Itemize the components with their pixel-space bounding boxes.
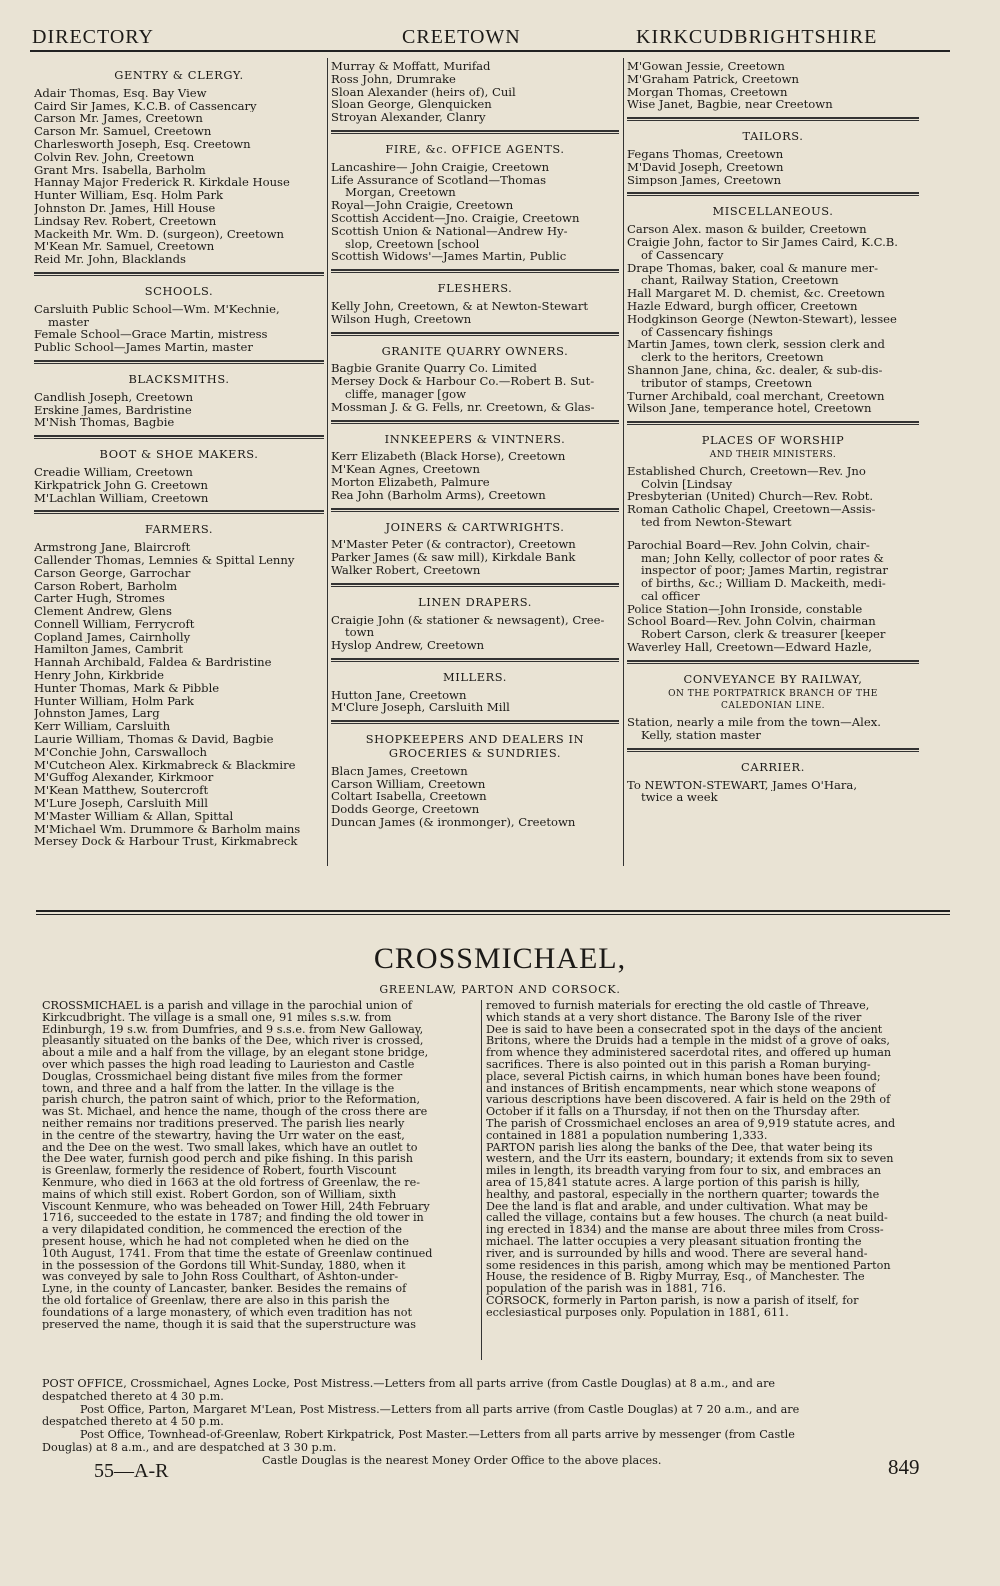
directory-entry: Fegans Thomas, Creetown	[627, 147, 784, 161]
post-office-line: Post Office, Townhead-of-Greenlaw, Robert Kirkpatrick, Post Master.—Letters from all parts arrive by messenger (from Castle	[80, 1429, 795, 1442]
directory-entry: Female School—Grace Martin, mistress	[34, 328, 268, 342]
running-head-center: CREETOWN	[402, 26, 521, 48]
description-line: Edinburgh, 19 s.w. from Dumfries, and 9 s.s.e. from New Galloway,	[42, 1023, 424, 1036]
directory-entry: M'Kean Mr. Samuel, Creetown	[34, 240, 215, 254]
column-gentry-farmers	[34, 60, 324, 848]
section-subheading: CALEDONIAN LINE.	[720, 701, 826, 712]
place-title: CROSSMICHAEL,	[373, 942, 627, 975]
directory-entry: M'Kean Matthew, Soutercroft	[34, 784, 209, 798]
entry-continuation: cliffe, manager [gow	[345, 387, 467, 401]
entry-continuation: man; John Kelly, collector of poor rates &	[641, 551, 884, 565]
post-office-line: POST OFFICE, Crossmichael, Agnes Locke, Post Mistress.—Letters from all parts arrive (from Castle Douglas) at 8 a.m., and are	[42, 1378, 776, 1390]
directory-entry: Hyslop Andrew, Creetown	[331, 639, 485, 652]
description-line: various descriptions have been discovered. A fair is held on the 29th of	[486, 1094, 891, 1107]
section-divider	[331, 583, 619, 587]
directory-entry: Carson William, Creetown	[331, 777, 486, 791]
description-line: ing erected in 1834) and the manse are about three miles from Cross-	[486, 1224, 884, 1236]
entry-continuation: twice a week	[641, 791, 718, 805]
directory-entry: M'Nish Thomas, Bagbie	[34, 416, 175, 430]
directory-entry: Bagbie Granite Quarry Co. Limited	[331, 362, 537, 376]
directory-entry: M'Lachlan William, Creetown	[34, 491, 209, 505]
section-divider	[34, 360, 324, 364]
entry-continuation: ted from Newton-Stewart	[641, 515, 792, 529]
directory-entry: School Board—Rev. John Colvin, chairman	[627, 615, 876, 629]
section-heading: SHOPKEEPERS AND DEALERS IN	[365, 732, 585, 747]
section-heading: LINEN DRAPERS.	[418, 594, 532, 609]
post-office-line: despatched thereto at 4 50 p.m.	[42, 1416, 224, 1429]
description-line: Kenmure, who died in 1663 at the old fortress of Greenlaw, the re-	[42, 1176, 421, 1189]
description-line: sacrifices. There is also pointed out in this parish a Roman burying-	[486, 1058, 871, 1071]
description-line: Lyne, in the county of Lancaster, banker. Besides the remains of	[42, 1283, 407, 1295]
directory-entry: Martin James, town clerk, session clerk and	[627, 338, 885, 352]
directory-entry: Adair Thomas, Esq. Bay View	[34, 86, 207, 100]
directory-entry: Callender Thomas, Lemnies & Spittal Lenny	[34, 553, 295, 567]
description-line: over which passes the high road leading to Laurieston and Castle	[42, 1058, 415, 1071]
entry-continuation: Colvin [Lindsay	[641, 477, 733, 491]
post-office-line: Douglas) at 8 a.m., and are despatched at 3 30 p.m.	[42, 1441, 337, 1454]
directory-entry: Roman Catholic Chapel, Creetown—Assis-	[627, 503, 876, 516]
description-line: western, and the Urr its eastern, boundary; it extends from six to seven	[486, 1153, 894, 1166]
description-line: Douglas, Crossmichael being distant five miles from the former	[42, 1070, 403, 1083]
column-divider	[623, 58, 624, 866]
directory-entry: Station, nearly a mile from the town—Alex.	[627, 716, 881, 730]
directory-entry: Copland James, Cairnholly	[34, 630, 191, 644]
directory-entry: Sloan George, Glenquicken	[331, 98, 492, 112]
description-line: which stands at a very short distance. The Barony Isle of the river	[486, 1011, 862, 1024]
directory-entry: M'Conchie John, Carswalloch	[34, 745, 207, 759]
description-line: Viscount Kenmure, who was beheaded on Tower Hill, 24th February	[42, 1200, 430, 1213]
description-line: river, and is surrounded by hills and wood. There are several hand-	[486, 1247, 868, 1260]
directory-entry: Hamilton James, Cambrit	[34, 643, 184, 657]
directory-entry: M'Michael Wm. Drummore & Barholm mains	[34, 822, 301, 836]
directory-entry: Waverley Hall, Creetown—Edward Hazle,	[627, 641, 872, 654]
section-divider	[627, 660, 919, 664]
directory-entry: Carson Mr. Samuel, Creetown	[34, 125, 212, 138]
description-line: in the centre of the stewartry, having the Urr water on the east,	[42, 1129, 405, 1142]
description-line: the Dee water, furnish good perch and pike fishing. In this parish	[42, 1153, 413, 1166]
description-line: preserved the name, though it is said that the superstructure was	[42, 1318, 417, 1331]
section-divider	[34, 435, 324, 439]
description-line: Dee is said to have been a consecrated spot in the days of the ancient	[486, 1023, 883, 1036]
directory-entry: M'Gowan Jessie, Creetown	[627, 60, 785, 73]
directory-entry: Connell William, Ferrycroft	[34, 617, 195, 631]
directory-entry: Hannah Archibald, Faldea & Bardristine	[34, 656, 272, 670]
directory-entry: Laurie William, Thomas & David, Bagbie	[34, 733, 274, 746]
directory-entry: Coltart Isabella, Creetown	[331, 790, 487, 804]
directory-entry: Johnston James, Larg	[34, 707, 160, 721]
entry-continuation: slop, Creetown [school	[345, 237, 480, 251]
entry-continuation: town	[345, 626, 375, 640]
directory-entry: Carter Hugh, Stromes	[34, 592, 165, 606]
section-rule	[36, 910, 950, 915]
directory-entry: Carson Robert, Barholm	[34, 579, 178, 593]
column-agents-shopkeepers	[331, 60, 619, 829]
description-line: in the possession of the Gordons till Whit-Sunday, 1880, when it	[42, 1259, 406, 1272]
directory-entry: Hunter William, Holm Park	[34, 694, 194, 708]
directory-entry: Hannay Major Frederick R. Kirkdale House	[34, 176, 290, 190]
directory-entry: Wilson Hugh, Creetown	[331, 312, 472, 326]
section-subheading: ON THE PORTPATRICK BRANCH OF THE	[668, 688, 878, 699]
description-line: some residences in this parish, among which may be mentioned Parton	[486, 1259, 891, 1272]
section-heading: MILLERS.	[443, 669, 507, 684]
page-number: 849	[888, 1455, 920, 1479]
entry-continuation: Morgan, Creetown	[345, 186, 456, 200]
directory-entry: Simpson James, Creetown	[627, 173, 782, 187]
description-line: town, and three and a half from the latter. In the village is the	[42, 1082, 395, 1095]
description-line: about a mile and a half from the village, by an elegant stone bridge,	[42, 1047, 429, 1059]
directory-entry: Johnston Dr. James, Hill House	[34, 201, 216, 215]
directory-entry: Carson George, Garrochar	[34, 566, 191, 580]
description-line: from whence they administered sacerdotal rites, and offered up human	[486, 1047, 892, 1059]
directory-entry: Duncan James (& ironmonger), Creetown	[331, 816, 576, 829]
section-heading: BLACKSMITHS.	[128, 371, 230, 386]
description-line: a very dilapidated condition, he commenced the erection of the	[42, 1224, 402, 1236]
directory-entry: Hodgkinson George (Newton-Stewart), lessee	[627, 312, 897, 326]
section-heading: TAILORS.	[742, 129, 804, 144]
description-line: mains of which still exist. Robert Gordon, son of William, sixth	[42, 1188, 397, 1201]
directory-entry: M'David Joseph, Creetown	[627, 160, 784, 174]
description-line: healthy, and pastoral, especially in the northern quarter; towards the	[486, 1188, 880, 1201]
directory-entry: Carson Mr. James, Creetown	[34, 112, 203, 126]
header-rule	[30, 50, 950, 52]
column-divider	[327, 58, 328, 866]
directory-entry: Mersey Dock & Harbour Co.—Robert B. Sut-	[331, 375, 595, 388]
directory-entry: Public School—James Martin, master	[34, 341, 253, 354]
description-line: The parish of Crossmichael encloses an area of 9,919 statute acres, and	[486, 1117, 896, 1130]
directory-entry: M'Master Peter (& contractor), Creetown	[331, 538, 576, 552]
description-line: 10th August, 1741. From that time the estate of Greenlaw continued	[42, 1247, 433, 1260]
section-heading: PLACES OF WORSHIP	[701, 433, 845, 448]
description-line: is Greenlaw, formerly the residence of Robert, fourth Viscount	[42, 1165, 397, 1177]
description-right-column	[486, 1000, 928, 1319]
section-heading: SCHOOLS.	[144, 283, 214, 298]
section-divider	[627, 421, 919, 425]
description-line: House, the residence of B. Rigby Murray, Esq., of Manchester. The	[486, 1271, 865, 1284]
section-heading: INNKEEPERS & VINTNERS.	[384, 431, 566, 446]
directory-entry: M'Clure Joseph, Carsluith Mill	[331, 701, 510, 715]
directory-entry: Hazle Edward, burgh officer, Creetown	[627, 299, 858, 313]
directory-entry: Craigie John (& stationer & newsagent), Cree-	[331, 613, 605, 627]
directory-entry: Carson Alex. mason & builder, Creetown	[627, 223, 867, 236]
entry-continuation: of births, &c.; William D. Mackeith, medi-	[641, 577, 886, 590]
section-heading: MISCELLANEOUS.	[712, 204, 834, 219]
directory-entry: Kerr Elizabeth (Black Horse), Creetown	[331, 450, 566, 464]
spacer	[627, 529, 919, 539]
directory-entry: Carsluith Public School—Wm. M'Kechnie,	[34, 302, 280, 316]
description-line: called the village, contains but a few houses. The church (a neat build-	[486, 1212, 888, 1225]
directory-entry: Ross John, Drumrake	[331, 72, 456, 86]
directory-entry: Kelly John, Creetown, & at Newton-Stewart	[331, 299, 589, 313]
directory-entry: Sloan Alexander (heirs of), Cuil	[331, 85, 516, 99]
directory-entry: Lancashire— John Craigie, Creetown	[331, 160, 550, 174]
directory-entry: Parochial Board—Rev. John Colvin, chair-	[627, 538, 870, 552]
entry-continuation: inspector of poor; James Martin, registrar	[641, 564, 888, 578]
section-heading: FARMERS.	[144, 522, 214, 537]
directory-entry: M'Graham Patrick, Creetown	[627, 72, 799, 86]
description-line: population of the parish was in 1881, 716.	[486, 1283, 727, 1295]
section-divider	[331, 269, 619, 273]
directory-entry: Stroyan Alexander, Clanry	[331, 111, 486, 124]
description-line: ecclesiastical purposes only. Population in 1881, 611.	[486, 1306, 789, 1319]
directory-entry: Presbyterian (United) Church—Rev. Robt.	[627, 490, 874, 504]
description-line: foundations of a large monastery, of which even tradition has not	[42, 1306, 412, 1319]
section-heading: JOINERS & CARTWRIGHTS.	[385, 519, 565, 534]
directory-entry: Erskine James, Bardristine	[34, 403, 192, 417]
description-line: Dee the land is flat and arable, and under cultivation. What may be	[486, 1200, 868, 1213]
section-heading: CARRIER.	[741, 759, 805, 774]
directory-entry: Dodds George, Creetown	[331, 803, 480, 817]
description-line: place, several Pictish cairns, in which human bones have been found;	[486, 1070, 881, 1083]
entry-continuation: of Cassencary	[641, 248, 724, 262]
description-line: and the Dee on the west. Two small lakes, which have an outlet to	[42, 1141, 418, 1154]
directory-entry: Mackeith Mr. Wm. D. (surgeon), Creetown	[34, 227, 284, 241]
section-divider	[627, 117, 919, 121]
post-office-notes	[42, 1378, 942, 1468]
description-line: was conveyed by sale to John Ross Coulthart, of Ashton-under-	[42, 1271, 399, 1284]
column-tailors-carrier	[627, 60, 919, 804]
section-divider	[34, 272, 324, 276]
description-line: area of 15,841 statute acres. A large portion of this parish is hilly,	[486, 1176, 860, 1189]
description-line: neither remains nor traditions preserved. The parish lies nearly	[42, 1117, 405, 1130]
directory-entry: Kerr William, Carsluith	[34, 720, 171, 734]
directory-entry: M'Lure Joseph, Carsluith Mill	[34, 797, 208, 810]
description-line: October if it falls on a Thursday, if not then on the Thursday after.	[486, 1106, 860, 1118]
directory-entry: M'Master William & Allan, Spittal	[34, 809, 234, 823]
section-divider	[34, 510, 324, 514]
section-heading: FLESHERS.	[437, 281, 513, 296]
directory-entry: Walker Robert, Creetown	[331, 563, 481, 577]
directory-entry: Armstrong Jane, Blaircroft	[34, 541, 191, 554]
directory-entry: Parker James (& saw mill), Kirkdale Bank	[331, 551, 576, 564]
directory-entry: Hunter Thomas, Mark & Pibble	[34, 681, 220, 695]
directory-entry: Scottish Widows'—James Martin, Public	[331, 250, 567, 264]
post-office-line: despatched thereto at 4 30 p.m.	[42, 1390, 224, 1403]
entry-continuation: cal officer	[641, 589, 700, 603]
entry-continuation: Robert Carson, clerk & treasurer [keeper	[641, 628, 886, 642]
directory-entry: Scottish Accident—Jno. Craigie, Creetown	[331, 211, 580, 225]
entry-continuation: tributor of stamps, Creetown	[641, 376, 813, 390]
directory-entry: Police Station—John Ironside, constable	[627, 602, 863, 616]
section-heading: GROCERIES & SUNDRIES.	[388, 746, 562, 761]
description-line: michael. The latter occupies a very pleasant situation fronting the	[486, 1235, 862, 1248]
directory-entry: Wilson Jane, temperance hotel, Creetown	[627, 402, 872, 416]
description-line: pleasantly situated on the banks of the Dee, which river is crossed,	[42, 1035, 424, 1048]
post-office-line: Post Office, Parton, Margaret M'Lean, Post Mistress.—Letters from all parts arrive (from Castle Douglas) at 7 20 a.m., and are	[80, 1403, 800, 1416]
entry-continuation: Kelly, station master	[641, 729, 761, 742]
entry-continuation: of Cassencary fishings	[641, 325, 773, 339]
description-line: PARTON parish lies along the banks of the Dee, that water being its	[486, 1141, 873, 1154]
section-divider	[331, 720, 619, 724]
section-heading: FIRE, &c. OFFICE AGENTS.	[385, 141, 565, 156]
directory-entry: Clement Andrew, Glens	[34, 605, 172, 618]
description-left-column	[42, 1000, 476, 1330]
directory-entry: Turner Archibald, coal merchant, Creetown	[627, 389, 885, 403]
section-heading: GRANITE QUARRY OWNERS.	[381, 343, 569, 358]
description-line: was St. Michael, and hence the name, though of the cross there are	[42, 1106, 428, 1118]
directory-entry: Charlesworth Joseph, Esq. Creetown	[34, 137, 251, 151]
entry-continuation: master	[48, 315, 89, 329]
directory-entry: Wise Janet, Bagbie, near Creetown	[627, 98, 833, 112]
section-subheading: AND THEIR MINISTERS.	[709, 449, 837, 460]
directory-entry: Hall Margaret M. D. chemist, &c. Creetown	[627, 287, 885, 300]
directory-entry: Candlish Joseph, Creetown	[34, 390, 194, 404]
directory-entry: Blacn James, Creetown	[331, 764, 468, 778]
section-divider	[331, 130, 619, 134]
directory-entry: Creadie William, Creetown	[34, 465, 193, 479]
directory-entry: Reid Mr. John, Blacklands	[34, 253, 186, 266]
directory-entry: M'Guffog Alexander, Kirkmoor	[34, 771, 214, 785]
section-divider	[627, 192, 919, 196]
directory-entry: To NEWTON-STEWART, James O'Hara,	[627, 778, 857, 792]
directory-entry: Shannon Jane, china, &c. dealer, & sub-dis-	[627, 363, 883, 377]
directory-entry: Life Assurance of Scotland—Thomas	[331, 173, 547, 187]
description-line: CROSSMICHAEL is a parish and village in the parochial union of	[42, 1000, 413, 1012]
description-line: Britons, where the Druids had a temple in the midst of a grove of oaks,	[486, 1035, 890, 1048]
description-line: contained in 1881 a population numbering 1,333.	[486, 1129, 768, 1142]
place-subtitle: GREENLAW, PARTON AND CORSOCK.	[379, 983, 621, 996]
description-line: and instances of British encampments, near which stone weapons of	[486, 1082, 876, 1095]
directory-entry: Established Church, Creetown—Rev. Jno	[627, 464, 866, 478]
directory-entry: Grant Mrs. Isabella, Barholm	[34, 163, 206, 177]
entry-continuation: clerk to the heritors, Creetown	[641, 351, 824, 364]
directory-entry: Morton Elizabeth, Palmure	[331, 475, 490, 489]
running-head-left: DIRECTORY	[32, 26, 154, 48]
directory-entry: Mersey Dock & Harbour Trust, Kirkmabreck	[34, 835, 298, 849]
directory-entry: Hutton Jane, Creetown	[331, 688, 467, 702]
directory-entry: Mossman J. & G. Fells, nr. Creetown, & Glas-	[331, 400, 595, 414]
signature-mark: 55—A-R	[94, 1460, 169, 1482]
directory-entry: Murray & Moffatt, Murifad	[331, 60, 491, 73]
directory-entry: Kirkpatrick John G. Creetown	[34, 478, 209, 492]
directory-entry: Hunter William, Esq. Holm Park	[34, 189, 224, 202]
running-head-right: KIRKCUDBRIGHTSHIRE	[636, 26, 878, 48]
directory-entry: Henry John, Kirkbride	[34, 669, 165, 682]
description-line: removed to furnish materials for erecting the old castle of Threave,	[486, 1000, 870, 1012]
directory-entry: Lindsay Rev. Robert, Creetown	[34, 214, 217, 228]
directory-entry: Craigie John, factor to Sir James Caird, K.C.B.	[627, 235, 898, 249]
section-divider	[331, 508, 619, 512]
description-line: present house, which he had not completed when he died on the	[42, 1235, 409, 1248]
description-line: 1716, succeeded to the estate in 1787; and finding the old tower in	[42, 1212, 424, 1225]
description-line: miles in length, its breadth varying from four to six, and embraces an	[486, 1165, 882, 1177]
directory-entry: Drape Thomas, baker, coal & manure mer-	[627, 261, 879, 275]
section-divider	[331, 420, 619, 424]
directory-entry: M'Kean Agnes, Creetown	[331, 463, 480, 476]
column-divider	[481, 1000, 482, 1360]
directory-entry: Caird Sir James, K.C.B. of Cassencary	[34, 99, 257, 113]
directory-entry: Morgan Thomas, Creetown	[627, 85, 788, 99]
description-line: parish church, the patron saint of which, prior to the Reformation,	[42, 1094, 421, 1107]
directory-entry: Rea John (Barholm Arms), Creetown	[331, 488, 546, 502]
directory-entry: Royal—John Craigie, Creetown	[331, 199, 514, 212]
entry-continuation: chant, Railway Station, Creetown	[641, 274, 839, 288]
description-line: CORSOCK, formerly in Parton parish, is now a parish of itself, for	[486, 1294, 859, 1307]
section-heading: GENTRY & CLERGY.	[114, 68, 244, 82]
directory-entry: Colvin Rev. John, Creetown	[34, 150, 195, 164]
section-heading: CONVEYANCE BY RAILWAY,	[683, 671, 863, 686]
description-line: the old fortalice of Greenlaw, there are also in this parish the	[42, 1294, 390, 1307]
section-divider	[627, 748, 919, 752]
description-line: Kirkcudbright. The village is a small one, 91 miles s.s.w. from	[42, 1011, 392, 1024]
post-office-line: Castle Douglas is the nearest Money Order Office to the above places.	[262, 1454, 662, 1467]
directory-entry: Scottish Union & National—Andrew Hy-	[331, 224, 568, 238]
section-divider	[331, 332, 619, 336]
section-heading: BOOT & SHOE MAKERS.	[99, 447, 259, 462]
section-divider	[331, 658, 619, 662]
directory-entry: M'Cutcheon Alex. Kirkmabreck & Blackmire	[34, 758, 296, 772]
